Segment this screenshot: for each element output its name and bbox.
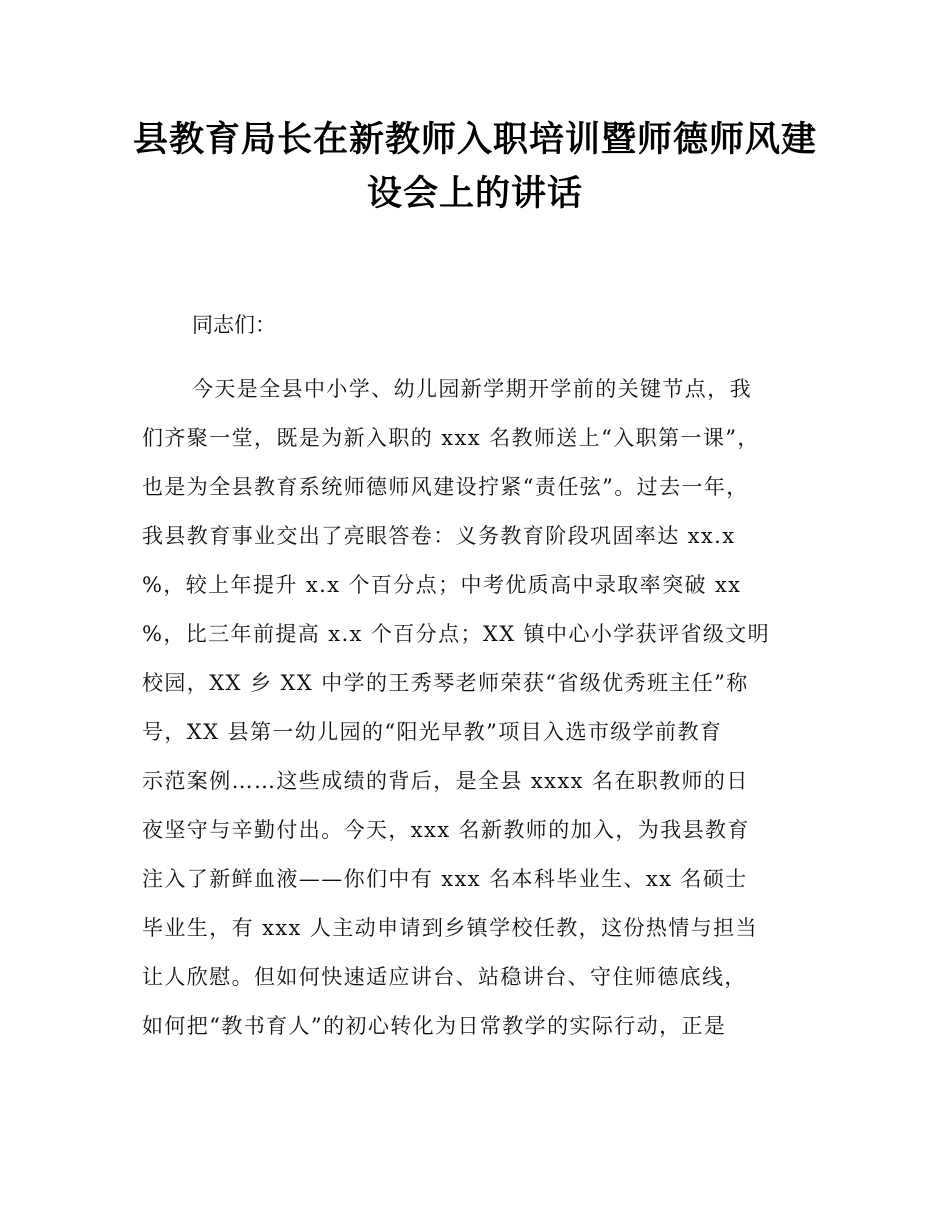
paragraph-line: 也是为全县教育系统师德师风建设拧紧“责任弦”。过去一年，	[142, 475, 749, 499]
paragraph-line: 毕业生，有 xxx 人主动申请到乡镇学校任教，这份热情与担当	[142, 916, 758, 940]
paragraph-line: 如何把“教书育人”的初心转化为日常教学的实际行动，正是	[142, 1014, 727, 1038]
paragraph-line: 我县教育事业交出了亮眼答卷：义务教育阶段巩固率达 xx.x	[142, 524, 736, 548]
paragraph-line: 今天是全县中小学、幼儿园新学期开学前的关键节点，我	[192, 377, 752, 401]
document-title	[120, 113, 830, 221]
paragraph-line: 们齐聚一堂，既是为新入职的 xxx 名教师送上“入职第一课”，	[142, 426, 760, 450]
body-paragraph	[142, 368, 842, 1054]
paragraph-line: 让人欣慰。但如何快速适应讲台、站稳讲台、守住师德底线，	[142, 965, 747, 989]
salutation: 同志们：	[192, 313, 276, 337]
paragraph-line: 示范案例……这些成绩的背后，是全县 xxxx 名在职教师的日	[142, 769, 749, 793]
paragraph-line: 校园，XX 乡 XX 中学的王秀琴老师荣获“省级优秀班主任”称	[142, 671, 749, 695]
paragraph-line: 注入了新鲜血液——你们中有 xxx 名本科毕业生、xx 名硕士	[142, 867, 748, 891]
paragraph-line: %，较上年提升 x.x 个百分点；中考优质高中录取率突破 xx	[142, 573, 742, 597]
title-line-1: 县教育局长在新教师入职培训暨师德师风建	[132, 119, 817, 160]
paragraph-line: %，比三年前提高 x.x 个百分点；XX 镇中心小学获评省级文明	[142, 622, 771, 646]
paragraph-line: 号，XX 县第一幼儿园的“阳光早教”项目入选市级学前教育	[142, 720, 723, 744]
paragraph-line: 夜坚守与辛勤付出。今天，xxx 名新教师的加入，为我县教育	[142, 818, 750, 842]
title-line-2: 设会上的讲话	[366, 173, 583, 214]
